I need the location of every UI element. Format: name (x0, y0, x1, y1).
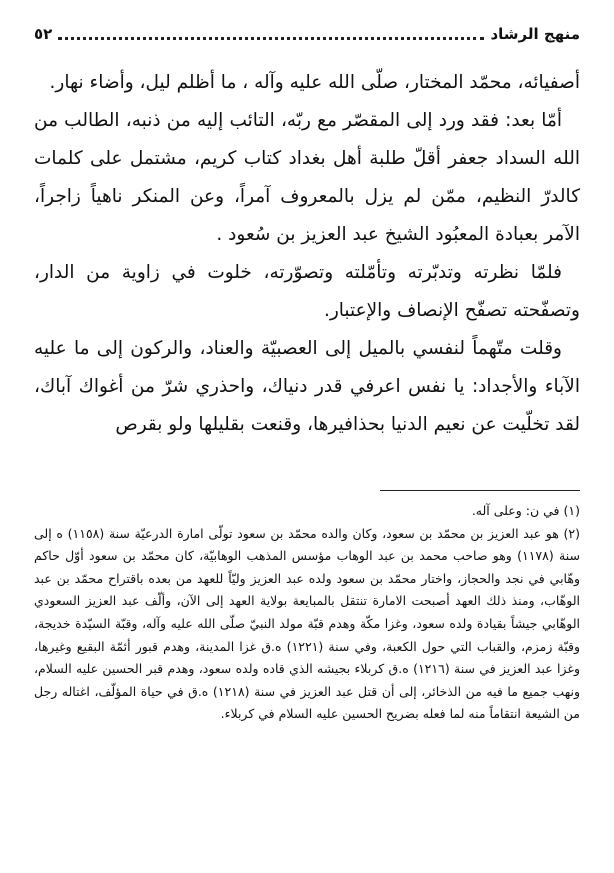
paragraph-1: أصفيائه، محمّد المختار، صلّى الله عليه وآله ، ما أظلم ليل، وأضاء نهار. (49, 72, 580, 93)
footnote-1: (١) في ن: وعلى آله. (471, 503, 580, 518)
page-number: ٥٢ (34, 25, 53, 43)
footnotes (34, 500, 580, 726)
paragraph-2: أمّا بعد: فقد ورد إلى المقصّر مع ربّه، التائب إليه من ذنبه، الطالب من الله السداد جعفر أقلّ طلبة أهل بغداد كتاب كريم، مشتمل على كلمات كالدرّ النظيم، ممّن لم يزل بالمعروف آمراً، وعن المنكر ناهياً زاجراً، الآمر بعبادة المعبُود الشيخ عبد العزيز بن سُعود . (34, 110, 580, 245)
header-dotted-leader (58, 37, 484, 40)
page-header (34, 22, 580, 46)
main-text (34, 64, 580, 444)
footnote-separator (380, 490, 580, 491)
paragraph-4: وقلت متّهماً لنفسي بالميل إلى العصبيّة والعناد، والركون إلى ما عليه الآباء والأجداد: يا نفس اعرفي قدر دنياك، واحذري شرّ من أغواك آباك، لقد تخلّيت عن نعيم الدنيا بحذافيرها، وقنعت بقليلها ولو بقرص (34, 338, 580, 435)
paragraph-3: فلمّا نظرته وتدبّرته وتأمّلته وتصوّرته، خلوت في زاوية من الدار، وتصفّحته تصفّح الإنصاف والإعتبار. (34, 262, 580, 321)
running-title: منهج الرشاد (490, 25, 580, 43)
footnote-2: (٢) هو عبد العزيز بن محمّد بن سعود، وكان والده محمّد بن سعود تولّى امارة الدرعيّة سنة (١١٥٨) ه إلى سنة (١١٧٨) وهو صاحب محمد بن عبد الوهاب مؤسس المذهب الوهابيّة، كان محمّد بن سعود أوّل حاكم وهّابي في نجد والحجاز، واختار محمّد بن سعود ولده عبد العزيز وليّاً للعهد من بعده باقتراح محمّد بن عبد الوهّاب، ومنذ ذلك العهد أصبحت الامارة تنتقل بالمبايعة بولاية العهد إلى الآن، وألّف عبد العزيز السعودي الوهّابي جيشاً بقيادة ولده سعود، وغزا مكّة وهدم قبّة مولد النبيّ صلّى الله عليه وآله، وقبّة السيّدة خديجة، وقبّة زمزم، والقباب التي حول الكعبة، وفي سنة (١٢٢١) ه.ق غزا المدينة، وهدم قبور أئمّة البقيع وغيرها، وغزا عبد العزيز في سنة (١٢١٦) ه.ق كربلاء بجيشه الذي قاده ولده سعود، وهدم قبر الحسين عليه السلام، ونهب جميع ما فيه من الذخائر، إلى أن قتل عبد العزيز في سنة (١٢١٨) ه.ق في حياة المؤلّف، اغتاله رجل من الشيعة انتقاماً منه لما فعله بضريح الحسين عليه السلام في كربلاء. (34, 525, 580, 722)
